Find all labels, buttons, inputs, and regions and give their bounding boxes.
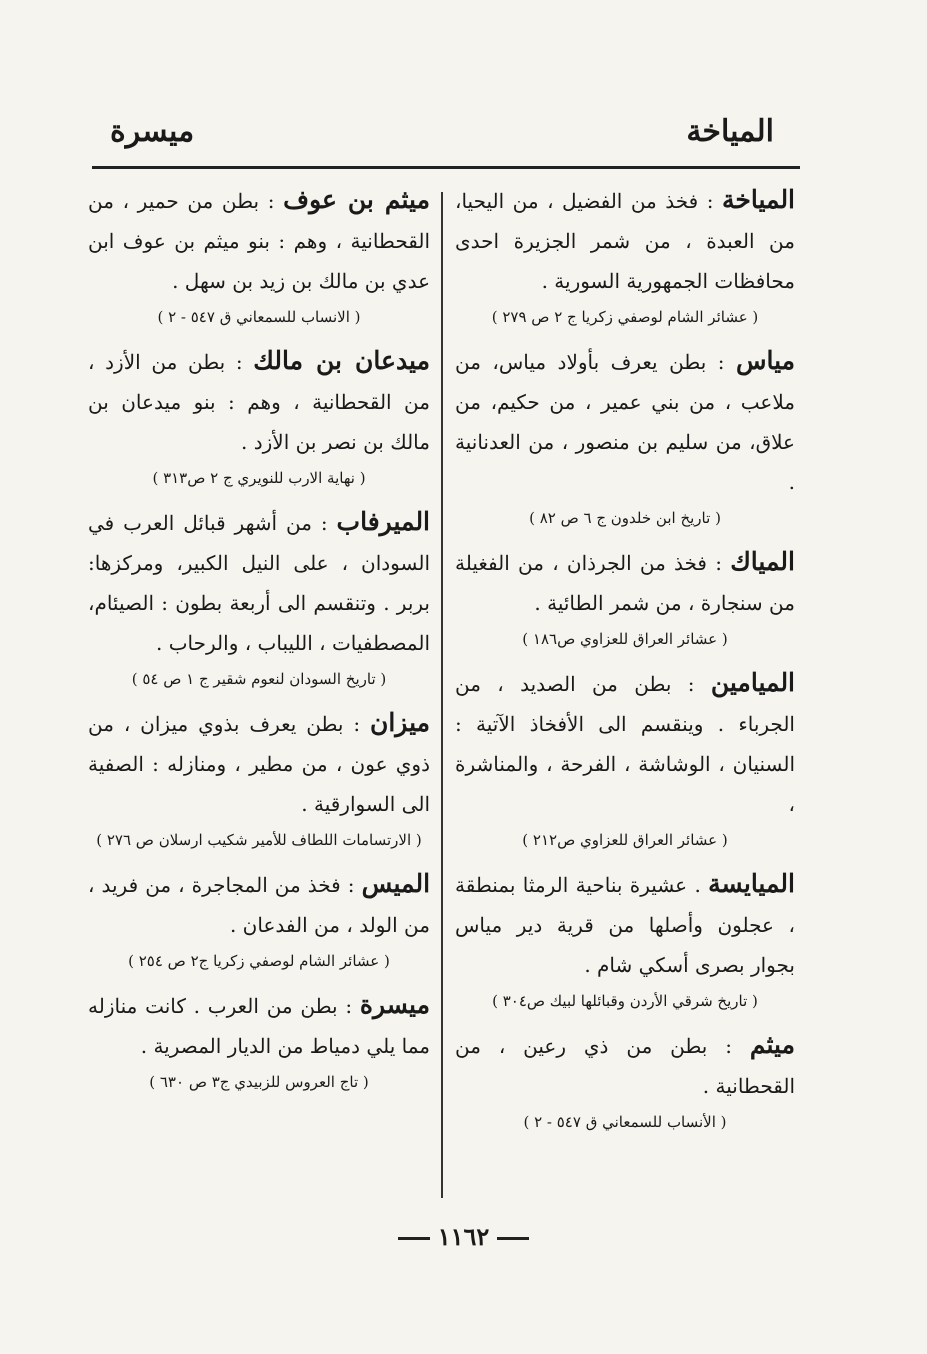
footer-dash [398,1237,430,1240]
entry-head: ميدعان بن مالك [253,346,430,375]
entry-head: ميثم بن عوف [283,185,430,214]
entry [88,341,430,494]
entry-head: ميثم [749,1030,795,1059]
entry [88,864,430,977]
entry-head: ميزان [369,708,431,737]
entry [88,502,430,695]
header-rule [92,166,800,169]
page-number: ١١٦٢ [437,1222,490,1251]
entry-head: ميسرة [359,990,430,1019]
entry [455,663,795,856]
entry-head: مياس [735,346,796,375]
page-header [92,108,800,158]
entry-text: : بطن يعرف بأولاد مياس، من ملاعب ، من بني عمير ، من حكيم، من علاق، من سليم بن منصور ، من العدنانية . [455,350,795,494]
entry-source: ( الانساب للسمعاني ق ٥٤٧ - ٢ ) [157,308,361,326]
entry [88,985,430,1098]
entry-text: : بطن من الأزد ، من القحطانية ، وهم : بنو ميدعان بن مالك بن نصر بن الأزد . [88,350,430,454]
entry-source: ( الارتسامات اللطاف للأمير شكيب ارسلان ص ٢٧٦ ) [96,831,422,849]
entry-source: ( عشائر الشام لوصفي زكريا ج٢ ص ٢٥٤ ) [128,952,390,970]
entry [88,703,430,856]
entry [455,180,795,333]
running-head-right: المياخة [686,114,774,149]
entry-head: الميايسة [708,869,795,898]
entry-source: ( تاريخ شرقي الأردن وقبائلها لبيك ص٣٠٤ ) [492,992,758,1010]
entry-head: الميامين [710,668,796,697]
entry-text: : بطن من العرب . كانت منازله مما يلي دمياط من الديار المصرية . [88,994,430,1058]
entry [455,542,795,655]
entry-source: ( تاريخ السودان لنعوم شقير ج ١ ص ٥٤ ) [131,670,387,688]
entry-head: الميس [361,869,431,898]
column-divider [441,192,443,1198]
entry-text: . عشيرة بناحية الرمثا بمنطقة ، عجلون وأصلها من قرية دير مياس بجوار بصرى أسكي شام . [455,873,795,977]
entry-source: ( تاج العروس للزبيدي ج٣ ص ٦٣٠ ) [149,1073,369,1091]
footer-dash [497,1237,529,1240]
page-footer [0,1222,927,1251]
entry-source: ( عشائر العراق للعزاوي ص٢١٢ ) [522,831,728,849]
running-head-left: ميسرة [110,114,195,149]
entry-source: ( عشائر الشام لوصفي زكريا ج ٢ ص ٢٧٩ ) [491,308,759,326]
entry-text: : بطن من ذي رعين ، من القحطانية . [455,1034,795,1098]
entry-text: : بطن من الصديد ، من الجرباء . وينقسم الى الأفخاذ الآتية : السنيان ، الوشاشة ، الفرحة ، والمناشرة ، [455,672,795,816]
entry-head: المياخة [721,185,796,214]
entry-text: : بطن يعرف بذوي ميزان ، من ذوي عون ، من مطير ، ومنازله : الصفية الى السوارقية . [88,712,430,816]
entry-text: : بطن من حمير ، من القحطانية ، وهم : بنو ميثم بن عوف ابن عدي بن مالك بن زيد بن سهل . [88,189,430,293]
entry [88,180,430,333]
entry [455,341,795,534]
entry-source: ( عشائر العراق للعزاوي ص١٨٦ ) [522,630,728,648]
entry [455,1025,795,1138]
right-column [455,180,795,1146]
left-column [88,180,430,1106]
entry [455,864,795,1017]
entry-text: : فخذ من الجرذان ، من الفغيلة من سنجارة ، من شمر الطائية . [455,551,795,615]
entry-source: ( الأنساب للسمعاني ق ٥٤٧ - ٢ ) [523,1113,727,1131]
entry-source: ( نهاية الارب للنويري ج ٢ ص٣١٣ ) [152,469,366,487]
entry-text: : فخذ من المجاجرة ، من فريد ، من الولد ، من الفدعان . [88,873,430,937]
entry-source: ( تاريخ ابن خلدون ج ٦ ص ٨٢ ) [529,509,721,527]
entry-head: المياك [730,547,795,576]
entry-text: : فخذ من الفضيل ، من اليحيا، من العبدة ، من شمر الجزيرة احدى محافظات الجمهورية السورية . [455,189,795,293]
entry-text: : من أشهر قبائل العرب في السودان ، على النيل الكبير، ومركزها: بربر . وتنقسم الى أربعة بطون : الصيئام، المصطفيات ، الليباب ، والرحاب . [88,511,430,655]
entry-head: الميرفاب [336,507,431,536]
